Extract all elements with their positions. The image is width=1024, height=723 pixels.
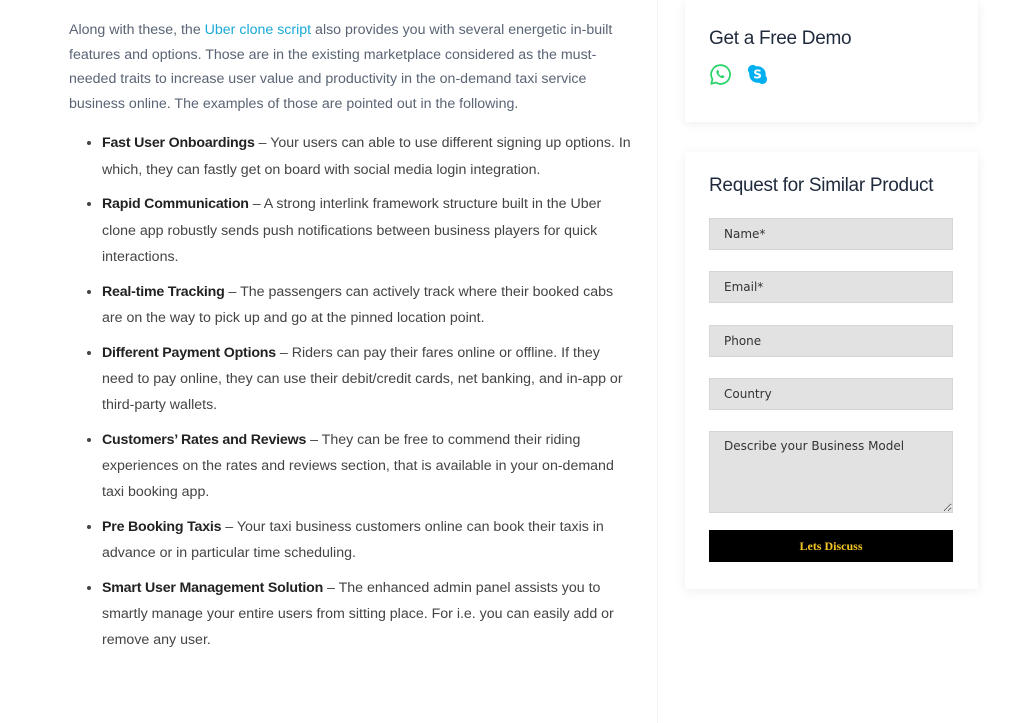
email-field[interactable] [709,271,953,303]
uber-clone-script-link[interactable]: Uber clone script [204,22,312,38]
request-product-card [685,152,978,589]
lets-discuss-button[interactable]: Lets Discuss [709,530,953,562]
country-field[interactable] [709,378,953,410]
whatsapp-icon[interactable] [709,63,732,86]
business-model-field[interactable] [709,431,953,513]
list-item: • Customers’ Rates and Reviews – They can be free to commend their riding experiences on the rates and reviews section, that is available in your on-demand taxi booking app. [102,427,635,506]
list-item: • Pre Booking Taxis – Your taxi business customers online can book their taxis in advance or in particular time scheduling. [102,514,635,566]
svg-text:S: S [753,67,762,82]
article-content [69,18,635,662]
list-item: • Fast User Onboardings – Your users can able to use different signing up options. In which, they can fastly get on board with social media login integration. [102,130,635,182]
list-item: • Real-time Tracking – The passengers can actively track where their booked cabs are on the way to pick up and go at the pinned location point. [102,279,635,331]
column-divider [657,0,658,723]
name-field[interactable] [709,218,953,250]
contact-icons [709,63,769,86]
list-item: • Smart User Management Solution – The enhanced admin panel assists you to smartly manage your entire users from sitting place. For i.e. you can easily add or remove any user. [102,575,635,654]
intro-paragraph: Along with these, the Uber clone script also provides you with several energetic in-built features and options. Those are in the existing marketplace considered as the must-needed traits to increase user value and productivity in the on-demand taxi service business online. The examples of those are pointed out in the following. [69,22,613,112]
list-item: • Rapid Communication – A strong interlink framework structure built in the Uber clone app robustly sends push notifications between business players for quick interactions. [102,191,635,270]
skype-icon[interactable] [746,63,769,86]
phone-field[interactable] [709,325,953,357]
list-item: • Different Payment Options – Riders can pay their fares online or offline. If they need to pay online, they can use their debit/credit cards, net banking, and in-app or third-party wallets. [102,340,635,419]
free-demo-card [685,0,978,122]
request-product-title: Request for Similar Product [709,175,934,196]
feature-list [69,130,635,653]
free-demo-title: Get a Free Demo [709,28,852,49]
